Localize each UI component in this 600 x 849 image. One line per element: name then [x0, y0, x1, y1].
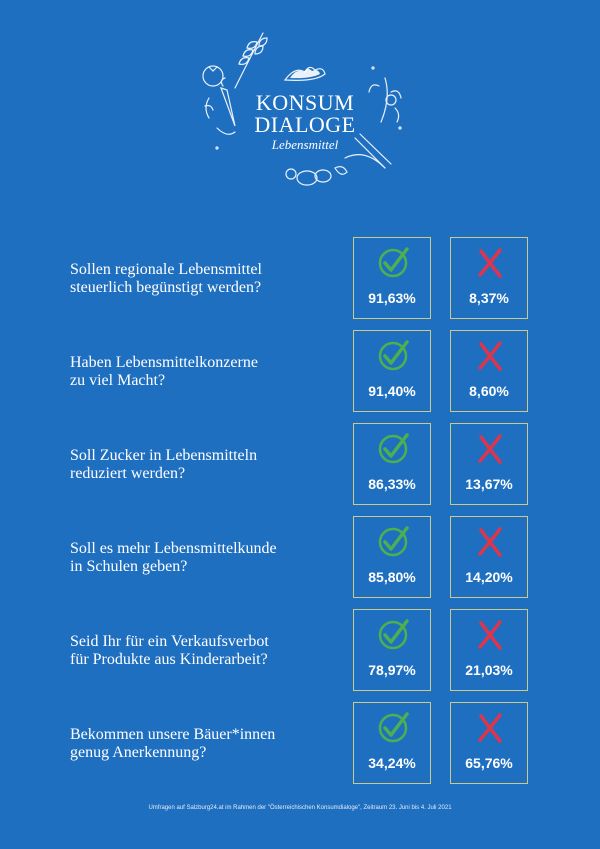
yes-result-box [353, 330, 431, 412]
question-text [70, 633, 340, 669]
no-result-box [450, 702, 528, 784]
cross-icon [473, 525, 507, 559]
yes-result-box [353, 516, 431, 598]
footer-source-note: Umfragen auf Salzburg24.at im Rahmen der "Österreichischen Konsumdialoge", Zeitraum 23. Juni bis 4. Juli 2021 [148, 805, 452, 811]
question-line1: Haben Lebensmittelkonzerne [70, 354, 258, 371]
survey-row [0, 237, 600, 329]
yes-percentage: 78,97% [368, 662, 416, 678]
no-percentage: 8,37% [469, 290, 509, 306]
check-icon [376, 711, 410, 745]
cross-icon [473, 618, 507, 652]
check-icon [376, 246, 410, 280]
question-line2: in Schulen geben? [70, 558, 188, 575]
question-line2: zu viel Macht? [70, 372, 166, 389]
question-line2: für Produkte aus Kinderarbeit? [70, 651, 268, 668]
question-line1: Soll es mehr Lebensmittelkunde [70, 540, 277, 557]
no-result-box [450, 423, 528, 505]
logo-title-line2: DIALOGE [254, 112, 356, 137]
no-result-box [450, 609, 528, 691]
yes-result-box [353, 702, 431, 784]
check-icon [376, 618, 410, 652]
logo-title-line1: KONSUM [255, 90, 355, 115]
yes-percentage: 91,63% [368, 290, 416, 306]
no-percentage: 13,67% [465, 476, 513, 492]
check-icon [376, 432, 410, 466]
question-text [70, 261, 340, 297]
survey-row [0, 516, 600, 608]
check-icon [376, 525, 410, 559]
yes-percentage: 86,33% [368, 476, 416, 492]
question-line2: genug Anerkennung? [70, 744, 207, 761]
survey-row [0, 330, 600, 422]
cross-icon [473, 432, 507, 466]
question-text [70, 354, 340, 390]
yes-percentage: 91,40% [368, 383, 416, 399]
no-percentage: 21,03% [465, 662, 513, 678]
yes-result-box [353, 423, 431, 505]
no-result-box [450, 516, 528, 598]
cross-icon [473, 711, 507, 745]
question-text [70, 540, 340, 576]
survey-row [0, 609, 600, 701]
konsum-dialoge-logo [195, 28, 415, 200]
question-text [70, 726, 340, 762]
no-percentage: 65,76% [465, 755, 513, 771]
no-result-box [450, 330, 528, 412]
yes-percentage: 85,80% [368, 569, 416, 585]
question-line1: Soll Zucker in Lebensmitteln [70, 447, 258, 464]
survey-row [0, 702, 600, 794]
question-line1: Sollen regionale Lebensmittel [70, 261, 262, 278]
question-line2: reduziert werden? [70, 465, 186, 482]
cross-icon [473, 339, 507, 373]
cross-icon [473, 246, 507, 280]
no-result-box [450, 237, 528, 319]
no-percentage: 8,60% [469, 383, 509, 399]
question-line1: Bekommen unsere Bäuer*innen [70, 726, 276, 743]
question-line1: Seid Ihr für ein Verkaufsverbot [70, 633, 269, 650]
yes-result-box [353, 237, 431, 319]
check-icon [376, 339, 410, 373]
question-line2: steuerlich begünstigt werden? [70, 279, 262, 296]
no-percentage: 14,20% [465, 569, 513, 585]
yes-percentage: 34,24% [368, 755, 416, 771]
survey-row [0, 423, 600, 515]
question-text [70, 447, 340, 483]
yes-result-box [353, 609, 431, 691]
logo-subtitle: Lebensmittel [271, 137, 339, 152]
